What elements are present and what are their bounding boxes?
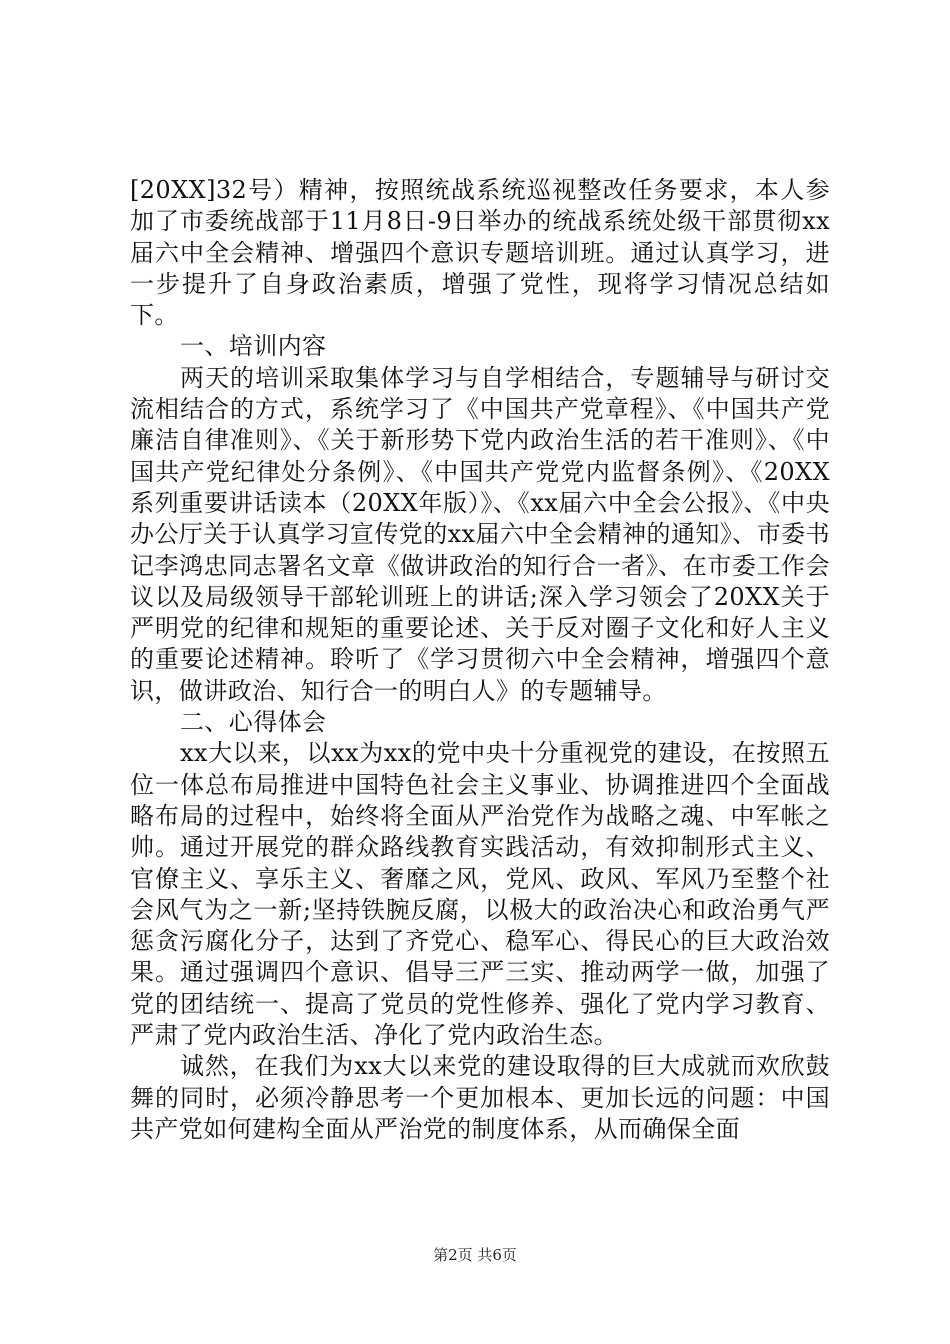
paragraph-reflections: xx大以来，以xx为xx的党中央十分重视党的建设，在按照五位一体总布局推进中国特色社会主义事业、协调推进四个全面战略布局的过程中，始终将全面从严治党作为战略之魂、中军帐之帅。通过开展党的群众路线教育实践活动，有效抑制形式主义、官僚主义、享乐主义、奢靡之风，党风、政风、军风乃至整个社会风气为之一新;坚持铁腕反腐，以极大的政治决心和政治勇气严惩贪污腐化分子，达到了齐党心、稳军心、得民心的巨大政治效果。通过强调四个意识、倡导三严三实、推动两学一做，加强了党的团结统一、提高了党员的党性修养、强化了党内学习教育、严肃了党内政治生活、净化了党内政治生态。: [130, 739, 830, 1050]
paragraph-training-content: 两天的培训采取集体学习与自学相结合，专题辅导与研讨交流相结合的方式，系统学习了《中国共产党章程》、《中国共产党廉洁自律准则》、《关于新形势下党内政治生活的若干准则》、《中国共产党纪律处分条例》、《中国共产党党内监督条例》、《20XX系列重要讲话读本（20XX年版）》、《xx届六中全会公报》、《中央办公厅关于认真学习宣传党的xx届六中全会精神的通知》、市委书记李鸿忠同志署名文章《做讲政治的知行合一者》、在市委工作会议以及局级领导干部轮训班上的讲话;深入学习领会了20XX关于严明党的纪律和规矩的重要论述、关于反对圈子文化和好人主义的重要论述精神。聆听了《学习贯彻六中全会精神，增强四个意识，做讲政治、知行合一的明白人》的专题辅导。: [130, 363, 830, 705]
page-number-footer: 第2页 共6页: [433, 1246, 517, 1264]
paragraph-closing: 诚然，在我们为xx大以来党的建设取得的巨大成就而欢欣鼓舞的同时，必须冷静思考一个更加根本、更加长远的问题：中国共产党如何建构全面从严治党的制度体系，从而确保全面: [130, 1052, 830, 1143]
paragraph-intro: [20XX]32号）精神，按照统战系统巡视整改任务要求，本人参加了市委统战部于11月8日-9日举办的统战系统处级干部贯彻xx届六中全会精神、增强四个意识专题培训班。通过认真学习，进一步提升了自身政治素质，增强了党性，现将学习情况总结如下。: [130, 176, 830, 330]
section-heading-reflections: 二、心得体会: [180, 708, 327, 737]
document-body: [130, 175, 830, 1145]
section-heading-training-content: 一、培训内容: [180, 332, 327, 361]
